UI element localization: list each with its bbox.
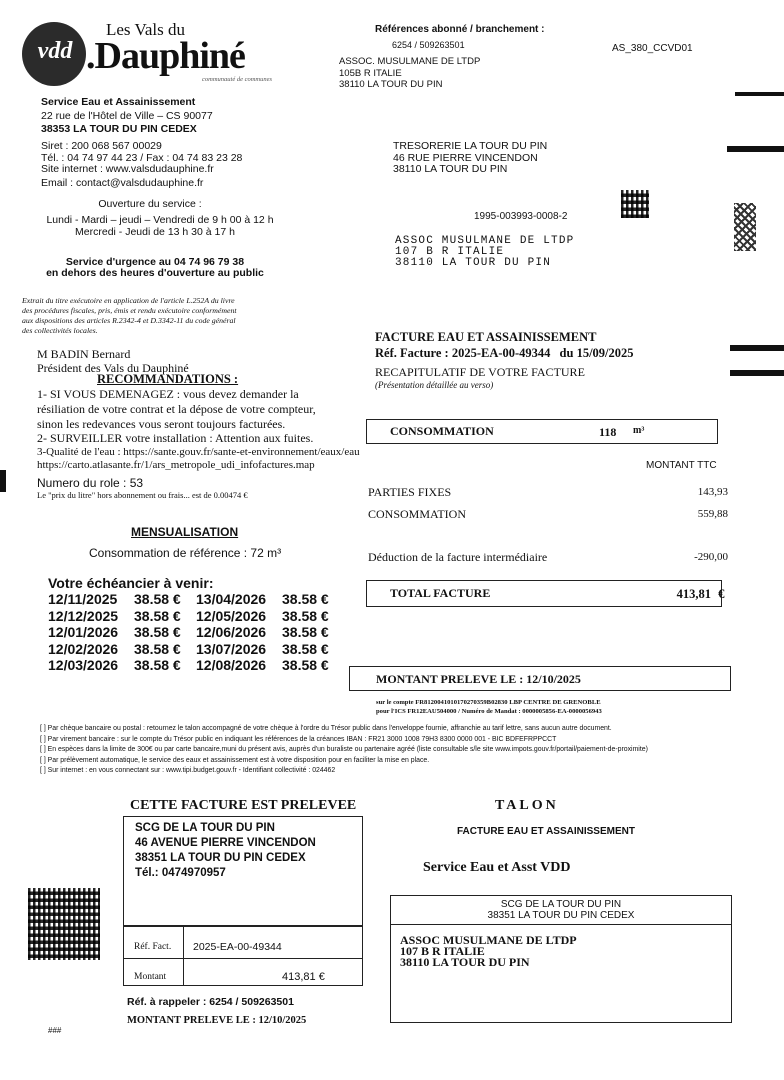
talon-subtitle: FACTURE EAU ET ASSAINISSEMENT xyxy=(457,826,635,837)
abonne-code: AS_380_CCVD01 xyxy=(612,43,693,54)
echeance-date: 13/07/2026 xyxy=(196,640,267,657)
echeance-date: 12/12/2025 xyxy=(48,607,119,624)
talon-title: TALON xyxy=(495,798,559,813)
consommation-box xyxy=(366,419,718,444)
opening-line-2: Mercredi - Jeudi de 13 h 30 à 17 h xyxy=(75,226,235,238)
envoi-ref: 1995-003993-0008-2 xyxy=(474,211,568,222)
abonne-ref-title: Références abonné / branchement : xyxy=(375,24,545,35)
echeance-amount: 38.58 € xyxy=(134,591,181,607)
coupon-ref-box xyxy=(123,926,363,986)
margin-mark xyxy=(727,146,784,152)
consommation-unit: m³ xyxy=(633,425,645,436)
facture-date: du 15/09/2025 xyxy=(559,346,634,360)
margin-mark xyxy=(730,370,784,376)
echeance-date: 12/01/2026 xyxy=(48,624,119,640)
tresorerie-line-2: 46 RUE PIERRE VINCENDON xyxy=(393,152,538,164)
echeance-date: 12/08/2026 xyxy=(196,657,267,673)
paiement-prelevement: [ ] Par prélèvement automatique, le service des eaux et assainissement est à votre disposition pour en faciliter la mise en place. xyxy=(40,756,430,764)
talon-service: Service Eau et Asst VDD xyxy=(423,860,571,875)
qualite-eau xyxy=(37,446,377,472)
echeance-amount: 38.58 € xyxy=(282,640,329,657)
total-value: 413,81 xyxy=(676,587,711,601)
echeance-amount: 38.58 € xyxy=(282,657,329,673)
row-label-consommation: CONSOMMATION xyxy=(368,507,467,521)
coupon-address-box xyxy=(123,816,363,926)
coupon-ref-divider-v xyxy=(183,927,184,985)
urgence-line-2: en dehors des heures d'ouverture au public xyxy=(46,267,264,279)
echeance-amount: 38.58 € xyxy=(282,607,329,624)
total-label: TOTAL FACTURE xyxy=(390,586,491,600)
opening-title: Ouverture du service : xyxy=(98,198,202,210)
preleve-box xyxy=(349,666,731,691)
service-email: Email : contact@valsdudauphine.fr xyxy=(41,177,204,189)
opening-line-1: Lundi - Mardi – jeudi – Vendredi de 9 h 00 à 12 h xyxy=(46,214,274,226)
echeance-amount: 38.58 € xyxy=(134,657,181,673)
tresorerie-line-3: 38110 LA TOUR DU PIN xyxy=(393,163,508,175)
abonne-name: ASSOC. MUSULMANE DE LTDP xyxy=(339,56,481,67)
echeance-date: 13/04/2026 xyxy=(196,591,267,607)
talon-scg-1: SCG DE LA TOUR DU PIN xyxy=(500,899,622,910)
side-barcode xyxy=(734,203,756,251)
paiement-especes: [ ] En espèces dans la limite de 300€ ou par carte bancaire,muni du présent avis, auprès d'un buraliste ou partenaire agréé (liste consultable s/le site www.impots.gouv.fr/portail/paiement-de-proximite) xyxy=(40,746,648,754)
recap-title: RECAPITULATIF DE VOTRE FACTURE xyxy=(375,365,585,379)
echeance-date: 12/05/2026 xyxy=(196,607,267,624)
facture-ref xyxy=(375,346,634,361)
preleve-label: MONTANT PRELEVE LE : 12/10/2025 xyxy=(376,672,581,686)
president-title: Président des Vals du Dauphiné xyxy=(37,361,189,375)
datamatrix-code xyxy=(28,888,100,960)
qualite-eau-link: 3-Qualité de l'eau : https://sante.gouv.fr/sante-et-environnement/eaux/eau xyxy=(37,446,360,458)
montant-ttc-header: MONTANT TTC xyxy=(646,460,717,471)
service-siret: Siret : 200 068 567 00029 xyxy=(41,140,162,152)
echeance-amount: 38.58 € xyxy=(134,624,181,640)
compte-line-1: sur le compte FR8120041010170270359B02830 LBP CENTRE DE GRENOBLE xyxy=(376,699,601,706)
abonne-city: 38110 LA TOUR DU PIN xyxy=(339,79,443,90)
service-address-2: 38353 LA TOUR DU PIN CEDEX xyxy=(41,123,197,135)
coupon-preleve: MONTANT PRELEVE LE : 12/10/2025 xyxy=(127,1015,307,1026)
extrait-text xyxy=(22,296,237,336)
logo-abbr: vdd xyxy=(37,38,73,64)
echeance-date: 12/06/2026 xyxy=(196,624,267,640)
recommandations-title: RECOMMANDATIONS : xyxy=(97,372,239,386)
logo xyxy=(22,18,302,88)
recommandations-list xyxy=(37,387,316,446)
talon-address-1: ASSOC MUSULMANE DE LTDP xyxy=(400,933,577,947)
coupon-ref-label: Réf. Fact. xyxy=(134,942,172,952)
coupon-ref-divider-h xyxy=(124,958,362,959)
echeance-amount: 38.58 € xyxy=(134,640,181,657)
coupon-hash: ### xyxy=(48,1026,62,1035)
coupon-montant-value: 413,81 € xyxy=(282,971,325,983)
margin-mark xyxy=(0,470,6,492)
coupon-line-1: SCG DE LA TOUR DU PIN xyxy=(135,822,275,834)
recommandation-line: sinon les redevances vous seront toujours facturées. xyxy=(37,416,286,431)
echeancier-row xyxy=(48,657,335,674)
coupon-line-4: Tél.: 0474970957 xyxy=(135,867,226,879)
row-value-consommation: 559,88 xyxy=(697,508,728,520)
paiement-virement: [ ] Par virement bancaire : sur le compte du Trésor public en indiquant les références de la créances IBAN : FR21 3000 1008 79H3 8300 0000 001 - BIC BDFEFRPPCCT xyxy=(40,735,557,743)
coupon-ref-value: 2025-EA-00-49344 xyxy=(193,941,282,953)
row-value-parties-fixes: 143,93 xyxy=(697,486,728,498)
extrait-line: des collectivités locales. xyxy=(22,326,98,335)
logo-sub-text: communauté de communes xyxy=(202,76,273,83)
coupon-line-3: 38351 LA TOUR DU PIN CEDEX xyxy=(135,852,306,864)
compte-line-2: pour l'ICS FR12EAU504000 / Numéro de Mandat : 0000005856-EA-0000056943 xyxy=(376,708,602,715)
echeance-amount: 38.58 € xyxy=(282,591,329,607)
total-currency: € xyxy=(718,586,725,601)
echeance-amount: 38.58 € xyxy=(134,607,181,624)
tresorerie-line-1: TRESORERIE LA TOUR DU PIN xyxy=(393,140,548,152)
echeance-date: 12/11/2025 xyxy=(48,591,118,607)
extrait-line: des procédures fiscales, pris, émis et rendu exécutoire conformément xyxy=(22,306,237,315)
logo-main-text: .Dauphiné xyxy=(86,35,245,77)
facture-ref-label: Réf. Facture : 2025-EA-00-49344 xyxy=(375,346,551,360)
service-site: Site internet : www.valsdudauphine.fr xyxy=(41,163,214,175)
recommandation-line: 1- SI VOUS DEMENAGEZ : vous devez demander la xyxy=(37,387,299,401)
recommandation-line: résiliation de votre contrat et la dépose de votre compteur, xyxy=(37,401,316,416)
extrait-line: Extrait du titre exécutoire en application de l'article L.252A du livre xyxy=(22,296,235,305)
paiement-internet: [ ] Sur internet : en vous connectant sur : www.tipi.budget.gouv.fr - Identifiant collectivité : 024462 xyxy=(40,767,336,775)
coupon-montant-label: Montant xyxy=(134,972,167,982)
facture-title: FACTURE EAU ET ASSAINISSEMENT xyxy=(375,330,597,344)
envoi-address-1: ASSOC MUSULMANE DE LTDP xyxy=(395,235,575,247)
talon-scg-2: 38351 LA TOUR DU PIN CEDEX xyxy=(487,910,635,921)
echeancier-row xyxy=(48,608,335,625)
echeancier-row xyxy=(48,624,335,641)
recommandation-line: 2- SURVEILLER votre installation : Attention aux fuites. xyxy=(37,431,314,446)
row-value-deduction: -290,00 xyxy=(694,551,728,563)
talon-address-3: 38110 LA TOUR DU PIN xyxy=(400,955,530,969)
president-name: M BADIN Bernard xyxy=(37,347,131,361)
prix-litre: Le "prix du litre" hors abonnement ou frais... est de 0.00474 € xyxy=(37,490,248,500)
talon-address-2: 107 B R ITALIE xyxy=(400,944,485,958)
logo-top-text: Les Vals du xyxy=(106,20,186,39)
envoi-address-3: 38110 LA TOUR DU PIN xyxy=(395,257,552,269)
echeancier-row xyxy=(48,591,335,608)
service-name: Service Eau et Assainissement xyxy=(41,96,196,108)
service-address-1: 22 rue de l'Hôtel de Ville – CS 90077 xyxy=(41,110,213,122)
envoi-address-2: 107 B R ITALIE xyxy=(395,246,505,258)
coupon-rappel: Réf. à rappeler : 6254 / 509263501 xyxy=(127,996,294,1008)
mensualisation-reference: Consommation de référence : 72 m³ xyxy=(89,546,282,560)
consommation-value: 118 xyxy=(599,425,617,439)
qr-code xyxy=(621,190,649,218)
talon-divider xyxy=(391,924,731,925)
mensualisation-title: MENSUALISATION xyxy=(131,525,239,539)
service-tel: Tél. : 04 74 97 44 23 / Fax : 04 74 83 23 28 xyxy=(41,152,243,164)
echeancier-title: Votre échéancier à venir: xyxy=(48,575,214,591)
echeancier-row xyxy=(48,641,335,658)
echeancier-table xyxy=(48,591,335,674)
row-label-deduction: Déduction de la facture intermédiaire xyxy=(368,550,548,564)
abonne-street: 105B R ITALIE xyxy=(339,68,402,79)
atlasante-link: https://carto.atlasante.fr/1/ars_metropole_udi_infofactures.map xyxy=(37,459,315,471)
coupon-line-2: 46 AVENUE PIERRE VINCENDON xyxy=(135,837,316,849)
paiement-cheque: [ ] Par chèque bancaire ou postal : retournez le talon accompagné de votre chèque à l'ordre du Trésor public dans l'enveloppe fournie, affranchie au tarif lettre, sans aucun autre document. xyxy=(40,725,612,732)
row-label-parties-fixes: PARTIES FIXES xyxy=(368,485,452,499)
coupon-title: CETTE FACTURE EST PRELEVEE xyxy=(130,798,357,813)
talon-address-box xyxy=(390,895,732,1023)
paiement-options xyxy=(40,724,740,777)
echeance-date: 12/03/2026 xyxy=(48,657,119,673)
total-box xyxy=(366,580,722,607)
role-number: Numero du role : 53 xyxy=(37,476,144,490)
margin-mark xyxy=(735,92,784,96)
extrait-line: aux dispositions des articles R.2342-4 et D.3342-11 du code général xyxy=(22,316,236,325)
echeance-amount: 38.58 € xyxy=(282,624,329,640)
urgence-line-1: Service d'urgence au 04 74 96 79 38 xyxy=(65,256,245,268)
abonne-ref-value: 6254 / 509263501 xyxy=(392,40,465,50)
margin-mark xyxy=(730,345,784,351)
consommation-label: CONSOMMATION xyxy=(390,424,494,438)
echeance-date: 12/02/2026 xyxy=(48,640,119,657)
recap-note: (Présentation détaillée au verso) xyxy=(375,380,494,390)
